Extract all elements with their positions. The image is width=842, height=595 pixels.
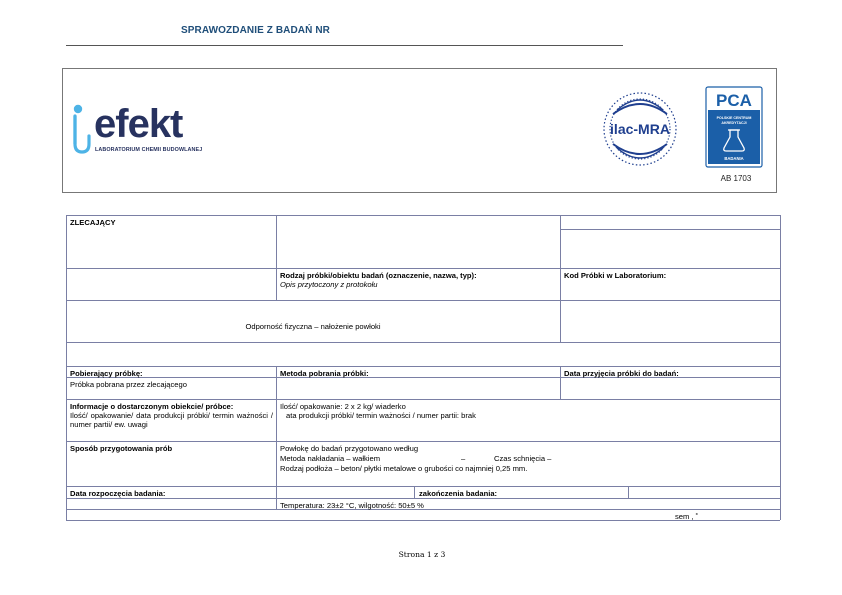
sampler-label: Pobierający próbkę: xyxy=(70,369,143,378)
preparation-line-3: Rodzaj podłoża – beton/ płytki metalowe o grubości co najmniej 0,25 mm. xyxy=(280,464,528,473)
form-line xyxy=(414,486,415,498)
client-label: ZLECAJĄCY xyxy=(70,218,116,227)
start-date-label: Data rozpoczęcia badania: xyxy=(70,489,166,498)
form-line-right xyxy=(780,215,781,520)
ilac-text: ilac-MRA xyxy=(610,121,670,137)
object-info-value-1: Ilość/ opakowanie: 2 x 2 kg/ wiaderko xyxy=(280,402,406,411)
page-number: Strona 1 z 3 xyxy=(398,550,446,559)
preparation-drying: Czas schnięcia – xyxy=(494,454,552,463)
preparation-line-1: Powłokę do badań przygotowano według xyxy=(280,444,419,453)
trailing-text: sem , ˚ xyxy=(675,512,699,521)
pca-line1: POLSKIE CENTRUM xyxy=(716,116,752,120)
object-info-label: Informacje o dostarczonym obiekcie/ próbce: xyxy=(70,402,234,411)
acceptance-date-label: Data przyjęcia próbki do badań: xyxy=(564,369,679,378)
efekt-subtitle: LABORATORIUM CHEMII BUDOWLANEJ xyxy=(95,147,203,153)
sampler-value: Próbka pobrana przez zlecającego xyxy=(70,380,187,389)
accreditation-number: AB 1703 xyxy=(720,174,752,183)
test-conditions: Temperatura: 23±2 °C, wilgotność: 50±5 % xyxy=(280,501,424,510)
form-line xyxy=(560,229,780,230)
form-line xyxy=(628,486,629,498)
preparation-label: Sposób przygotowania prób xyxy=(70,444,173,453)
sample-type-note: Opis przytoczony z protokołu xyxy=(280,280,378,289)
object-info-description: Ilość/ opakowanie/ data produkcji próbki/ termin ważności / numer partii/ ew. uwagi xyxy=(70,411,273,429)
efekt-wordmark: efekt xyxy=(94,102,183,146)
form-line xyxy=(66,300,780,301)
pca-logo xyxy=(705,86,763,171)
sample-description: Odporność fizyczna – nałożenie powłoki xyxy=(245,322,381,331)
end-date-label: zakończenia badania: xyxy=(419,489,498,498)
efekt-dot xyxy=(74,105,82,113)
sample-type-label: Rodzaj próbki/obiektu badań (oznaczenie, nazwa, typ): xyxy=(280,271,477,280)
pca-line2: AKREDYTACJI xyxy=(721,121,747,125)
sampling-method-label: Metoda pobrania próbki: xyxy=(280,369,369,378)
pca-badge: BADANIA xyxy=(724,156,744,161)
ilac-mra-logo xyxy=(597,86,683,172)
preparation-dash: – xyxy=(461,454,466,463)
form-line xyxy=(66,342,780,343)
report-title: SPRAWOZDANIE Z BADAŃ NR xyxy=(181,25,330,36)
lab-code-label: Kod Próbki w Laboratorium: xyxy=(564,271,667,280)
object-info-value-2: ata produkcji próbki/ termin ważności / numer partii: brak xyxy=(286,411,476,420)
preparation-method: Metoda nakładania – wałkiem xyxy=(280,454,381,463)
efekt-tube-fill xyxy=(73,116,76,144)
pca-acronym: PCA xyxy=(716,91,752,110)
title-divider xyxy=(66,45,623,46)
efekt-tube xyxy=(75,116,89,152)
efekt-test-tube-icon xyxy=(72,104,92,154)
